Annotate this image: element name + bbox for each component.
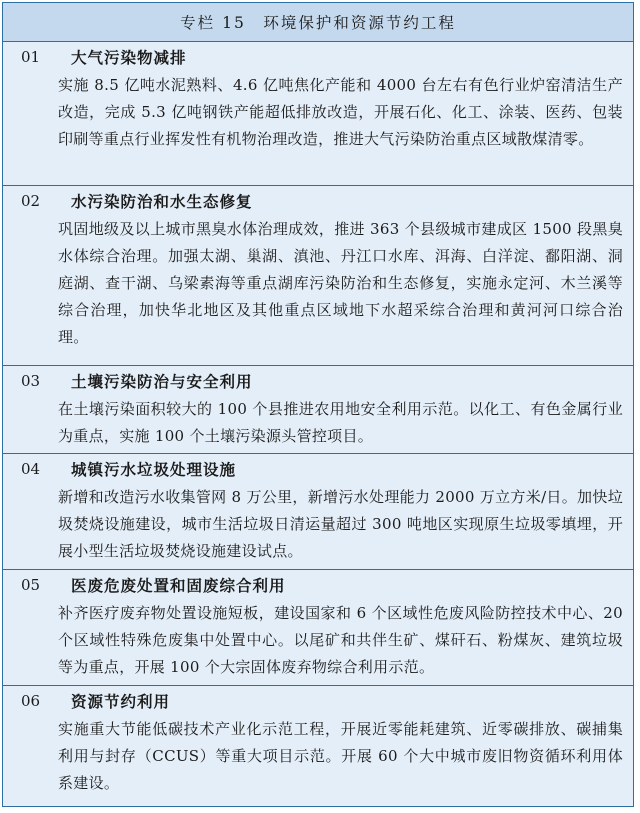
section-title: 大气污染物减排 — [71, 48, 187, 67]
box-title: 专栏 15 环境保护和资源节约工程 — [3, 3, 633, 42]
section-body: 新增和改造污水收集管网 8 万公里，新增污水处理能力 2000 万立方米/日。加快垃圾焚烧设施建设，城市生活垃圾日清运量超过 300 吨地区实现原生垃圾零填埋，开展小型生活垃圾焚烧设施建设试点。 — [58, 488, 623, 560]
section-05 — [3, 570, 633, 686]
section-04 — [3, 454, 633, 570]
section-title: 水污染防治和水生态修复 — [71, 192, 253, 211]
project-box — [2, 2, 634, 807]
section-title: 医废危废处置和固废综合利用 — [71, 576, 286, 595]
section-body: 实施 8.5 亿吨水泥熟料、4.6 亿吨焦化产能和 4000 台左右有色行业炉窑清洁生产改造，完成 5.3 亿吨钢铁产能超低排放改造，开展石化、化工、涂装、医药、包装印刷等重点行业挥发性有机物治理改造，推进大气污染防治重点区域散煤清零。 — [58, 76, 623, 148]
section-title: 资源节约利用 — [71, 692, 171, 711]
section-title: 城镇污水垃圾处理设施 — [71, 460, 237, 479]
section-body: 巩固地级及以上城市黑臭水体治理成效，推进 363 个县级城市建成区 1500 段黑臭水体综合治理。加强太湖、巢湖、滇池、丹江口水库、洱海、白洋淀、鄱阳湖、洞庭湖、查干湖、乌梁素海等重点湖库污染防治和生态修复，实施永定河、木兰溪等综合治理，加快华北地区及其他重点区域地下水超采综合治理和黄河河口综合治理。 — [58, 220, 623, 346]
section-body: 在土壤污染面积较大的 100 个县推进农用地安全利用示范。以化工、有色金属行业为重点，实施 100 个土壤污染源头管控项目。 — [58, 400, 623, 445]
section-03 — [3, 366, 633, 454]
section-02 — [3, 186, 633, 366]
section-number: 05 — [21, 576, 41, 594]
section-body: 实施重大节能低碳技术产业化示范工程，开展近零能耗建筑、近零碳排放、碳捕集利用与封存（CCUS）等重大项目示范。开展 60 个大中城市废旧物资循环利用体系建设。 — [58, 720, 623, 792]
section-number: 03 — [21, 372, 41, 390]
section-number: 06 — [21, 692, 41, 710]
section-title: 土壤污染防治与安全利用 — [71, 372, 253, 391]
section-body: 补齐医疗废弃物处置设施短板，建设国家和 6 个区域性危废风险防控技术中心、20 个区域性特殊危废集中处置中心。以尾矿和共伴生矿、煤矸石、粉煤灰、建筑垃圾等为重点，开展 100 个大宗固体废弃物综合利用示范。 — [58, 604, 623, 676]
section-01 — [3, 42, 633, 186]
section-number: 02 — [21, 192, 41, 210]
section-number: 04 — [21, 460, 41, 478]
section-number: 01 — [21, 48, 41, 66]
section-06 — [3, 686, 633, 806]
